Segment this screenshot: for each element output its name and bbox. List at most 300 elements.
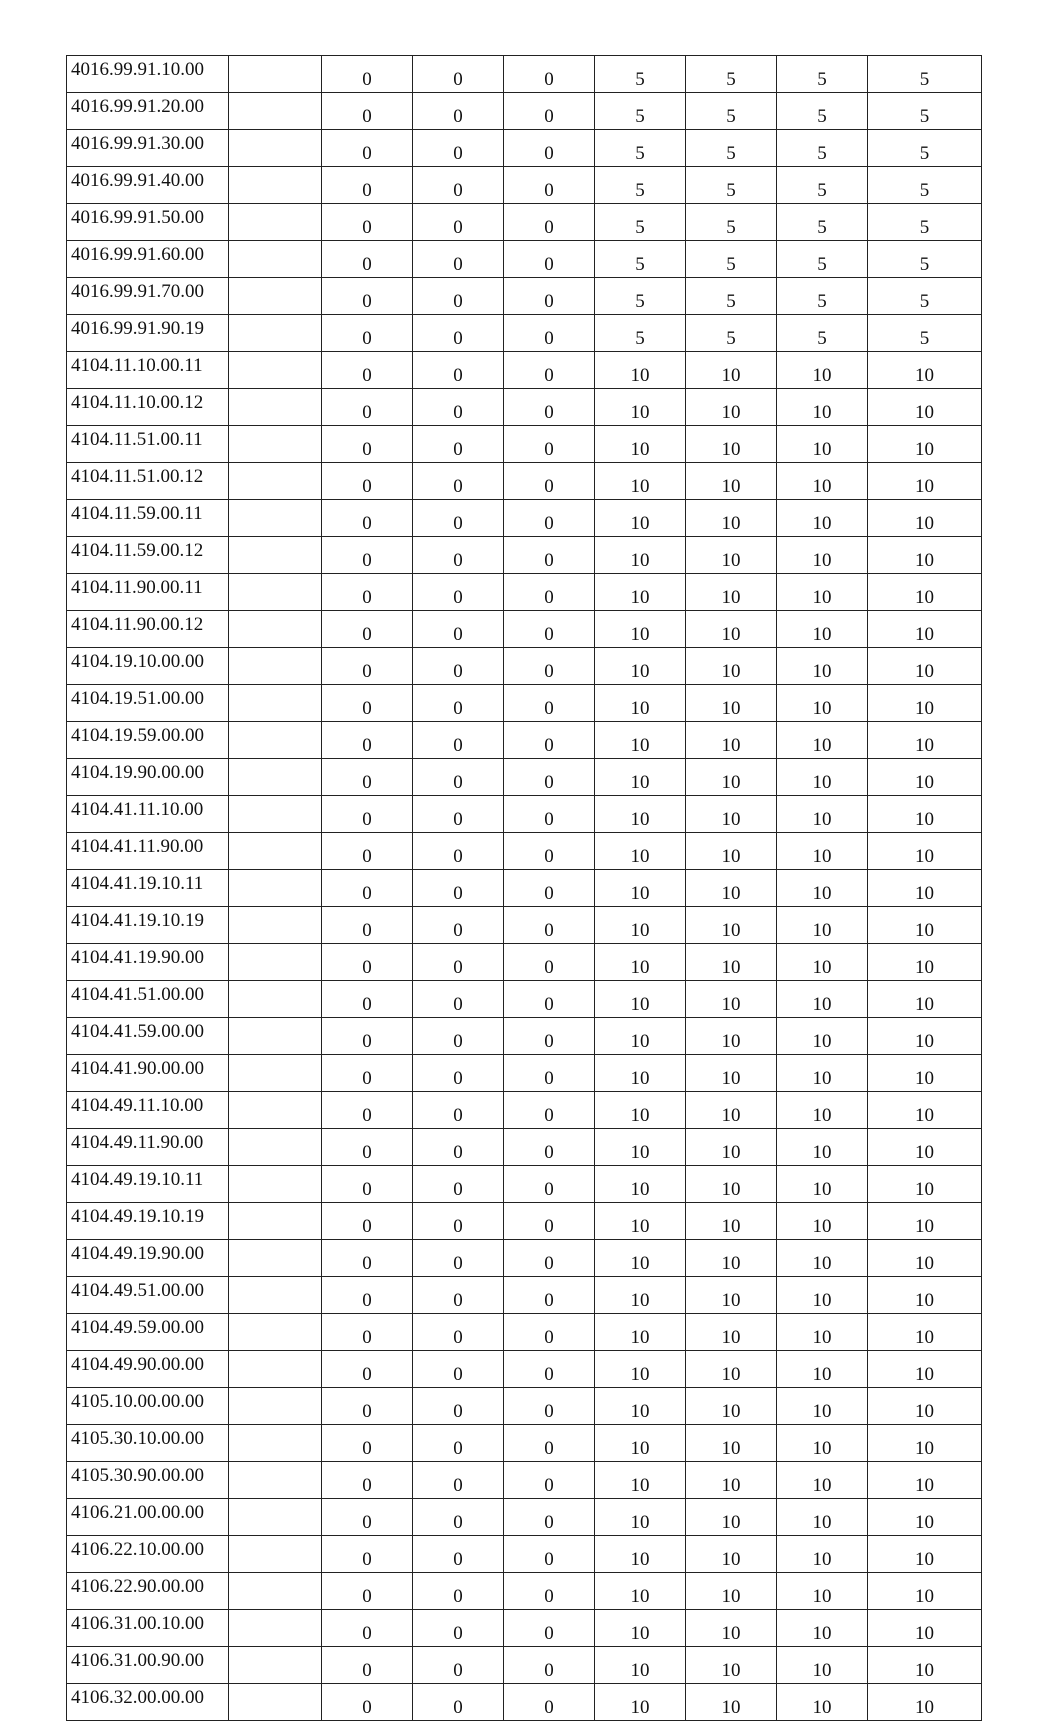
rate-cell: 10 (777, 1536, 868, 1573)
tariff-code-cell: 4104.49.59.00.00 (67, 1314, 229, 1351)
rate-cell: 10 (777, 1203, 868, 1240)
table-row (67, 1203, 982, 1240)
rate-cell: 0 (504, 389, 595, 426)
rate-cell: 0 (413, 1055, 504, 1092)
rate-cell: 10 (777, 1092, 868, 1129)
rate-cell: 0 (504, 611, 595, 648)
rate-cell: 10 (868, 1203, 982, 1240)
rate-cell: 10 (777, 759, 868, 796)
table-row (67, 1462, 982, 1499)
rate-cell: 10 (686, 1351, 777, 1388)
rate-cell: 5 (777, 56, 868, 93)
description-cell (229, 315, 322, 352)
rate-cell: 0 (504, 463, 595, 500)
rate-cell: 5 (777, 130, 868, 167)
rate-cell: 0 (413, 759, 504, 796)
table-row (67, 352, 982, 389)
rate-cell: 0 (322, 1684, 413, 1721)
description-cell (229, 204, 322, 241)
table-row (67, 1499, 982, 1536)
rate-cell: 10 (686, 574, 777, 611)
rate-cell: 10 (868, 1351, 982, 1388)
rate-cell: 10 (777, 574, 868, 611)
rate-cell: 10 (777, 1388, 868, 1425)
description-cell (229, 93, 322, 130)
rate-cell: 0 (413, 426, 504, 463)
rate-cell: 10 (595, 1166, 686, 1203)
rate-cell: 10 (595, 870, 686, 907)
description-cell (229, 1351, 322, 1388)
rate-cell: 0 (504, 1536, 595, 1573)
rate-cell: 5 (868, 204, 982, 241)
table-row (67, 1129, 982, 1166)
tariff-code-cell: 4016.99.91.60.00 (67, 241, 229, 278)
rate-cell: 10 (777, 1499, 868, 1536)
description-cell (229, 981, 322, 1018)
description-cell (229, 1499, 322, 1536)
rate-cell: 10 (595, 1314, 686, 1351)
rate-cell: 10 (686, 1092, 777, 1129)
description-cell (229, 1129, 322, 1166)
rate-cell: 10 (868, 1462, 982, 1499)
table-row (67, 278, 982, 315)
rate-cell: 10 (686, 907, 777, 944)
rate-cell: 10 (686, 1314, 777, 1351)
rate-cell: 10 (777, 1277, 868, 1314)
rate-cell: 10 (595, 1536, 686, 1573)
rate-cell: 0 (413, 1018, 504, 1055)
rate-cell: 10 (868, 1425, 982, 1462)
rate-cell: 10 (868, 1499, 982, 1536)
rate-cell: 10 (777, 1129, 868, 1166)
rate-cell: 5 (595, 204, 686, 241)
rate-cell: 0 (322, 315, 413, 352)
description-cell (229, 574, 322, 611)
description-cell (229, 1314, 322, 1351)
rate-cell: 0 (322, 1314, 413, 1351)
rate-cell: 5 (777, 315, 868, 352)
rate-cell: 10 (777, 1018, 868, 1055)
rate-cell: 0 (413, 1351, 504, 1388)
tariff-code-cell: 4104.19.10.00.00 (67, 648, 229, 685)
description-cell (229, 1203, 322, 1240)
rate-cell: 5 (777, 241, 868, 278)
tariff-code-cell: 4104.41.19.90.00 (67, 944, 229, 981)
rate-cell: 0 (322, 1610, 413, 1647)
table-row (67, 685, 982, 722)
table-row (67, 56, 982, 93)
tariff-code-cell: 4104.11.90.00.12 (67, 611, 229, 648)
rate-cell: 10 (686, 1536, 777, 1573)
rate-cell: 10 (686, 1610, 777, 1647)
rate-cell: 0 (504, 685, 595, 722)
rate-cell: 5 (595, 241, 686, 278)
rate-cell: 5 (686, 56, 777, 93)
rate-cell: 10 (595, 1462, 686, 1499)
rate-cell: 0 (504, 907, 595, 944)
rate-cell: 0 (504, 204, 595, 241)
rate-cell: 10 (686, 870, 777, 907)
rate-cell: 10 (686, 796, 777, 833)
description-cell (229, 352, 322, 389)
rate-cell: 10 (868, 648, 982, 685)
rate-cell: 0 (413, 574, 504, 611)
rate-cell: 5 (868, 130, 982, 167)
description-cell (229, 537, 322, 574)
rate-cell: 5 (777, 204, 868, 241)
description-cell (229, 1536, 322, 1573)
rate-cell: 10 (777, 537, 868, 574)
table-row (67, 1610, 982, 1647)
rate-cell: 0 (322, 500, 413, 537)
tariff-code-cell: 4104.49.19.10.11 (67, 1166, 229, 1203)
rate-cell: 0 (504, 574, 595, 611)
rate-cell: 10 (686, 981, 777, 1018)
rate-cell: 0 (413, 130, 504, 167)
rate-cell: 10 (595, 833, 686, 870)
tariff-code-cell: 4104.11.90.00.11 (67, 574, 229, 611)
rate-cell: 0 (322, 537, 413, 574)
rate-cell: 10 (595, 426, 686, 463)
rate-cell: 10 (686, 1684, 777, 1721)
rate-cell: 10 (868, 1018, 982, 1055)
table-row (67, 1388, 982, 1425)
description-cell (229, 1166, 322, 1203)
rate-cell: 0 (413, 1203, 504, 1240)
rate-cell: 10 (777, 1573, 868, 1610)
rate-cell: 10 (686, 500, 777, 537)
rate-cell: 10 (595, 1388, 686, 1425)
tariff-code-cell: 4106.31.00.10.00 (67, 1610, 229, 1647)
rate-cell: 0 (504, 1092, 595, 1129)
rate-cell: 10 (868, 1314, 982, 1351)
rate-cell: 10 (595, 685, 686, 722)
rate-cell: 0 (504, 722, 595, 759)
rate-cell: 10 (868, 389, 982, 426)
table-row (67, 1240, 982, 1277)
description-cell (229, 241, 322, 278)
rate-cell: 10 (686, 685, 777, 722)
tariff-code-cell: 4104.49.19.10.19 (67, 1203, 229, 1240)
rate-cell: 0 (413, 722, 504, 759)
description-cell (229, 1462, 322, 1499)
rate-cell: 0 (413, 1573, 504, 1610)
rate-cell: 10 (595, 1203, 686, 1240)
tariff-code-cell: 4104.49.51.00.00 (67, 1277, 229, 1314)
rate-cell: 0 (322, 56, 413, 93)
rate-cell: 10 (595, 537, 686, 574)
tariff-code-cell: 4016.99.91.10.00 (67, 56, 229, 93)
tariff-code-cell: 4016.99.91.40.00 (67, 167, 229, 204)
tariff-code-cell: 4016.99.91.20.00 (67, 93, 229, 130)
rate-cell: 10 (686, 1499, 777, 1536)
rate-cell: 10 (595, 611, 686, 648)
rate-cell: 10 (868, 1536, 982, 1573)
rate-cell: 10 (868, 1573, 982, 1610)
rate-cell: 10 (777, 1462, 868, 1499)
rate-cell: 0 (413, 796, 504, 833)
rate-cell: 0 (322, 1203, 413, 1240)
rate-cell: 10 (777, 833, 868, 870)
rate-cell: 0 (413, 685, 504, 722)
rate-cell: 10 (868, 1647, 982, 1684)
rate-cell: 5 (777, 93, 868, 130)
rate-cell: 10 (777, 389, 868, 426)
rate-cell: 5 (868, 93, 982, 130)
rate-cell: 5 (686, 93, 777, 130)
rate-cell: 10 (686, 944, 777, 981)
rate-cell: 10 (868, 981, 982, 1018)
description-cell (229, 278, 322, 315)
tariff-code-cell: 4104.49.90.00.00 (67, 1351, 229, 1388)
rate-cell: 10 (686, 463, 777, 500)
rate-cell: 10 (868, 500, 982, 537)
rate-cell: 10 (777, 1055, 868, 1092)
rate-cell: 0 (504, 1610, 595, 1647)
rate-cell: 10 (868, 537, 982, 574)
rate-cell: 0 (413, 1425, 504, 1462)
rate-cell: 0 (322, 1129, 413, 1166)
rate-cell: 0 (504, 1018, 595, 1055)
rate-cell: 10 (868, 1166, 982, 1203)
table-row (67, 722, 982, 759)
tariff-code-cell: 4104.11.10.00.11 (67, 352, 229, 389)
rate-cell: 0 (504, 1684, 595, 1721)
rate-cell: 0 (504, 1425, 595, 1462)
rate-cell: 10 (868, 1684, 982, 1721)
rate-cell: 0 (504, 56, 595, 93)
tariff-code-cell: 4105.10.00.00.00 (67, 1388, 229, 1425)
rate-cell: 0 (322, 1166, 413, 1203)
rate-cell: 10 (595, 722, 686, 759)
rate-cell: 0 (322, 648, 413, 685)
rate-cell: 10 (595, 500, 686, 537)
rate-cell: 0 (413, 167, 504, 204)
rate-cell: 5 (686, 278, 777, 315)
tariff-code-cell: 4105.30.10.00.00 (67, 1425, 229, 1462)
rate-cell: 0 (322, 981, 413, 1018)
rate-cell: 0 (413, 611, 504, 648)
tariff-code-cell: 4016.99.91.30.00 (67, 130, 229, 167)
rate-cell: 0 (413, 981, 504, 1018)
table-row (67, 537, 982, 574)
description-cell (229, 1277, 322, 1314)
rate-cell: 10 (777, 796, 868, 833)
description-cell (229, 1388, 322, 1425)
description-cell (229, 463, 322, 500)
rate-cell: 0 (413, 1277, 504, 1314)
description-cell (229, 1684, 322, 1721)
rate-cell: 10 (868, 1240, 982, 1277)
rate-cell: 10 (595, 1684, 686, 1721)
table-row (67, 167, 982, 204)
rate-cell: 10 (777, 722, 868, 759)
rate-cell: 10 (868, 907, 982, 944)
rate-cell: 0 (413, 204, 504, 241)
description-cell (229, 870, 322, 907)
rate-cell: 10 (595, 463, 686, 500)
rate-cell: 0 (504, 1573, 595, 1610)
rate-cell: 10 (777, 611, 868, 648)
rate-cell: 5 (686, 204, 777, 241)
rate-cell: 10 (686, 722, 777, 759)
description-cell (229, 907, 322, 944)
rate-cell: 10 (686, 389, 777, 426)
tariff-code-cell: 4016.99.91.50.00 (67, 204, 229, 241)
rate-cell: 10 (595, 574, 686, 611)
rate-cell: 10 (868, 1277, 982, 1314)
rate-cell: 10 (686, 833, 777, 870)
rate-cell: 10 (868, 870, 982, 907)
table-row (67, 93, 982, 130)
rate-cell: 10 (686, 537, 777, 574)
table-row (67, 611, 982, 648)
rate-cell: 10 (686, 352, 777, 389)
rate-cell: 0 (322, 759, 413, 796)
rate-cell: 0 (504, 1277, 595, 1314)
rate-cell: 0 (413, 537, 504, 574)
rate-cell: 0 (504, 130, 595, 167)
rate-cell: 10 (595, 1351, 686, 1388)
rate-cell: 10 (777, 870, 868, 907)
rate-cell: 0 (413, 278, 504, 315)
description-cell (229, 130, 322, 167)
tariff-code-cell: 4104.49.11.10.00 (67, 1092, 229, 1129)
rate-cell: 0 (504, 796, 595, 833)
rate-cell: 10 (595, 796, 686, 833)
rate-cell: 0 (504, 1351, 595, 1388)
rate-cell: 0 (322, 278, 413, 315)
rate-cell: 0 (413, 1240, 504, 1277)
rate-cell: 10 (595, 1092, 686, 1129)
rate-cell: 0 (322, 130, 413, 167)
rate-cell: 10 (686, 1647, 777, 1684)
table-row (67, 907, 982, 944)
tariff-code-cell: 4104.19.90.00.00 (67, 759, 229, 796)
rate-cell: 0 (504, 833, 595, 870)
rate-cell: 0 (322, 1425, 413, 1462)
rate-cell: 10 (777, 1610, 868, 1647)
rate-cell: 10 (868, 1129, 982, 1166)
table-row (67, 944, 982, 981)
rate-cell: 10 (868, 611, 982, 648)
rate-cell: 10 (868, 759, 982, 796)
rate-cell: 5 (868, 167, 982, 204)
rate-cell: 0 (504, 1166, 595, 1203)
rate-cell: 0 (413, 833, 504, 870)
rate-cell: 10 (686, 1277, 777, 1314)
rate-cell: 0 (322, 944, 413, 981)
description-cell (229, 944, 322, 981)
rate-cell: 0 (413, 352, 504, 389)
table-row (67, 1425, 982, 1462)
rate-cell: 10 (686, 648, 777, 685)
rate-cell: 10 (595, 389, 686, 426)
description-cell (229, 1573, 322, 1610)
description-cell (229, 685, 322, 722)
description-cell (229, 1018, 322, 1055)
rate-cell: 0 (504, 241, 595, 278)
rate-cell: 0 (322, 167, 413, 204)
rate-cell: 10 (868, 1092, 982, 1129)
rate-cell: 10 (595, 1573, 686, 1610)
rate-cell: 0 (322, 722, 413, 759)
rate-cell: 5 (686, 167, 777, 204)
rate-cell: 10 (595, 352, 686, 389)
rate-cell: 10 (686, 1425, 777, 1462)
table-row (67, 315, 982, 352)
tariff-code-cell: 4104.41.19.10.19 (67, 907, 229, 944)
tariff-table-body (67, 56, 982, 1721)
rate-cell: 10 (868, 426, 982, 463)
rate-cell: 0 (413, 315, 504, 352)
rate-cell: 5 (868, 278, 982, 315)
description-cell (229, 500, 322, 537)
rate-cell: 0 (322, 463, 413, 500)
rate-cell: 10 (868, 722, 982, 759)
rate-cell: 10 (686, 1166, 777, 1203)
rate-cell: 10 (777, 907, 868, 944)
rate-cell: 5 (595, 93, 686, 130)
table-row (67, 1166, 982, 1203)
rate-cell: 10 (777, 1351, 868, 1388)
rate-cell: 5 (868, 315, 982, 352)
rate-cell: 10 (595, 981, 686, 1018)
rate-cell: 0 (413, 944, 504, 981)
rate-cell: 0 (504, 1129, 595, 1166)
rate-cell: 5 (686, 315, 777, 352)
table-row (67, 1647, 982, 1684)
rate-cell: 10 (595, 1425, 686, 1462)
rate-cell: 0 (504, 1388, 595, 1425)
rate-cell: 10 (777, 648, 868, 685)
rate-cell: 10 (686, 1055, 777, 1092)
tariff-code-cell: 4104.41.11.90.00 (67, 833, 229, 870)
rate-cell: 10 (777, 1240, 868, 1277)
rate-cell: 10 (686, 1462, 777, 1499)
rate-cell: 5 (686, 241, 777, 278)
rate-cell: 0 (504, 944, 595, 981)
tariff-code-cell: 4104.11.59.00.11 (67, 500, 229, 537)
rate-cell: 10 (686, 1573, 777, 1610)
rate-cell: 0 (413, 1462, 504, 1499)
rate-cell: 0 (413, 1647, 504, 1684)
rate-cell: 10 (868, 944, 982, 981)
rate-cell: 10 (868, 1610, 982, 1647)
table-row (67, 833, 982, 870)
tariff-code-cell: 4104.41.51.00.00 (67, 981, 229, 1018)
tariff-code-cell: 4104.19.59.00.00 (67, 722, 229, 759)
description-cell (229, 1092, 322, 1129)
rate-cell: 0 (322, 204, 413, 241)
rate-cell: 5 (686, 130, 777, 167)
tariff-table (66, 55, 982, 1721)
rate-cell: 0 (413, 1092, 504, 1129)
rate-cell: 10 (686, 426, 777, 463)
description-cell (229, 1647, 322, 1684)
rate-cell: 5 (595, 167, 686, 204)
rate-cell: 10 (777, 1166, 868, 1203)
tariff-code-cell: 4104.41.59.00.00 (67, 1018, 229, 1055)
rate-cell: 0 (413, 1314, 504, 1351)
tariff-code-cell: 4106.21.00.00.00 (67, 1499, 229, 1536)
table-row (67, 241, 982, 278)
rate-cell: 0 (322, 796, 413, 833)
rate-cell: 0 (413, 1684, 504, 1721)
rate-cell: 10 (686, 1018, 777, 1055)
rate-cell: 10 (777, 1647, 868, 1684)
description-cell (229, 1055, 322, 1092)
